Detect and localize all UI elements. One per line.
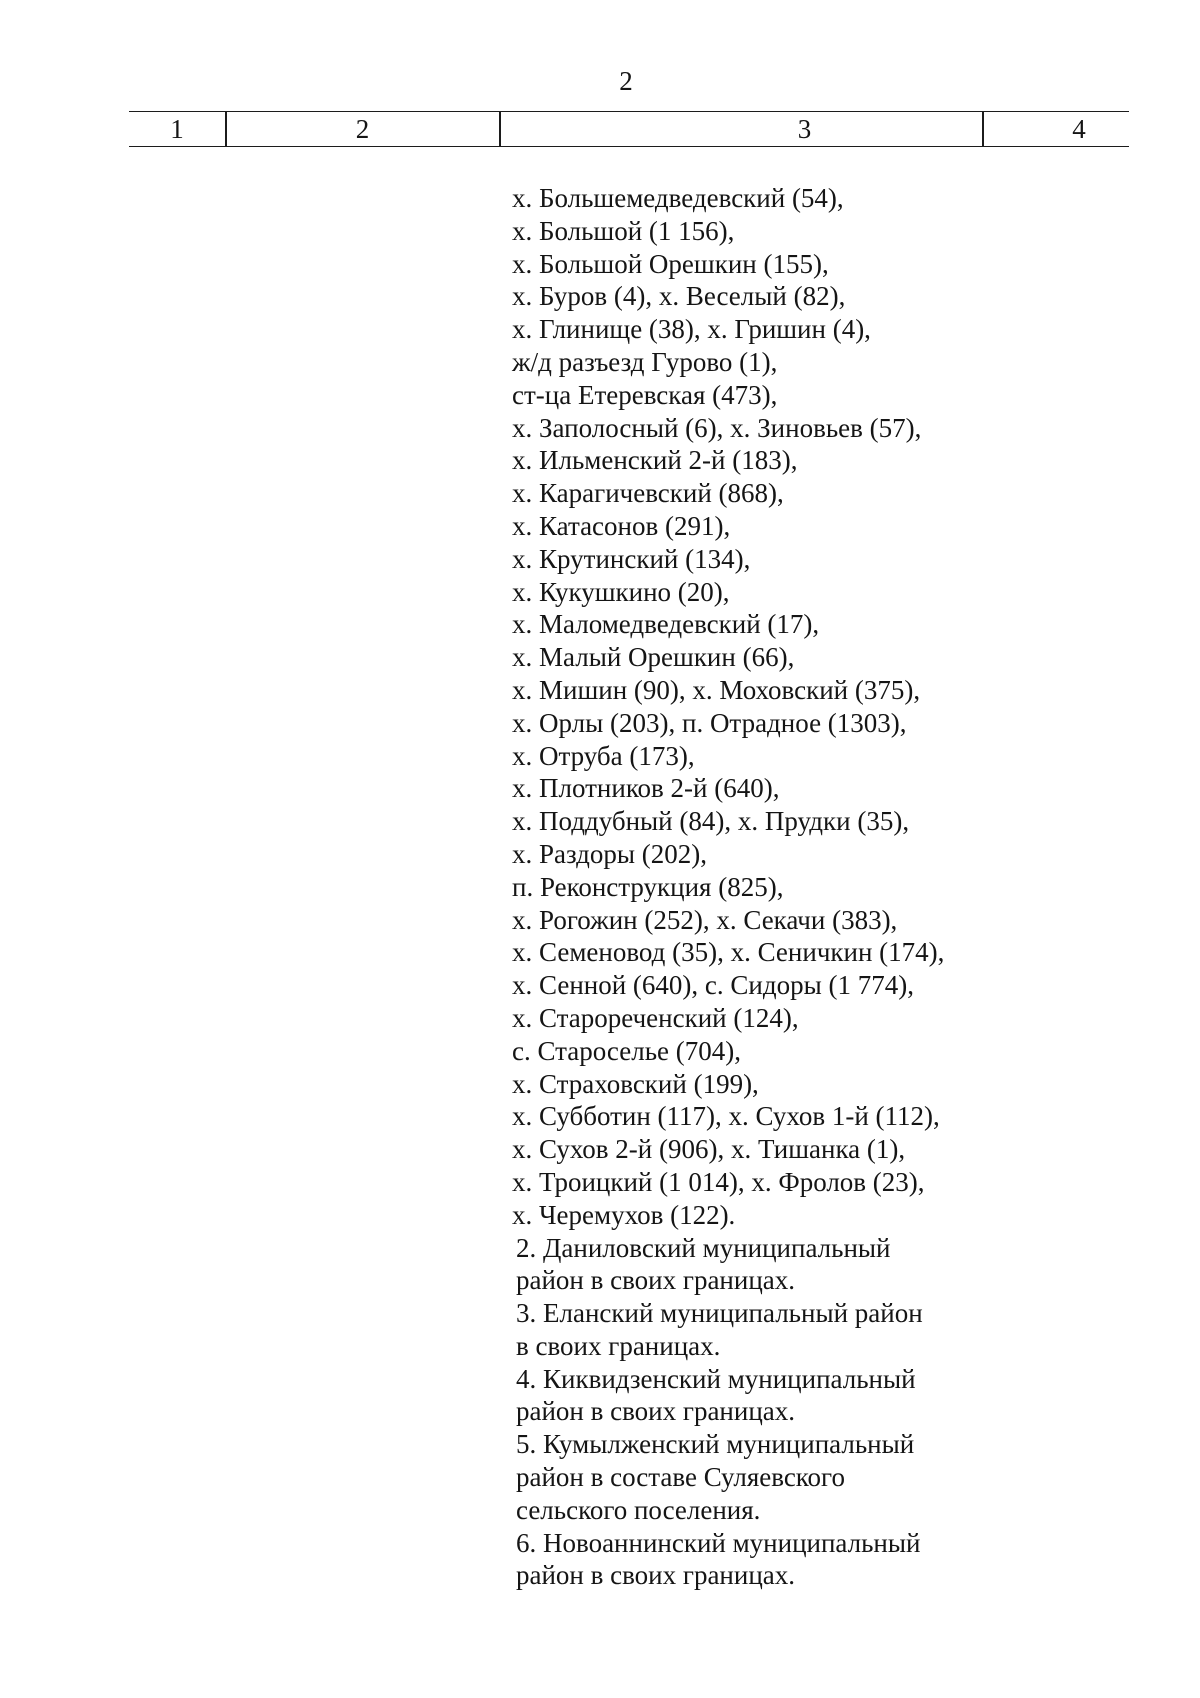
settlement-line: х. Троицкий (1 014), х. Фролов (23), (512, 1166, 925, 1197)
district-item-line: район в своих границах. (516, 1396, 796, 1427)
settlement-line: х. Кукушкино (20), (512, 576, 730, 607)
table-header-row (129, 111, 1129, 147)
settlement-line: х. Катасонов (291), (512, 510, 731, 541)
column-header-2: 2 (355, 114, 370, 144)
settlement-line: х. Большой Орешкин (155), (512, 248, 829, 279)
settlement-line: п. Реконструкция (825), (512, 871, 784, 902)
district-item-line: сельского поселения. (516, 1494, 761, 1525)
settlement-line: ст-ца Етеревская (473), (512, 379, 778, 410)
district-item-line: 2. Даниловский муниципальный (516, 1232, 891, 1263)
column-header-3: 3 (797, 114, 812, 144)
settlement-line: х. Большемедведевский (54), (512, 183, 844, 213)
settlement-line: х. Малый Орешкин (66), (512, 642, 795, 673)
settlement-line: х. Старореченский (124), (512, 1002, 799, 1033)
settlement-line: х. Субботин (117), х. Сухов 1-й (112), (512, 1101, 940, 1132)
column-3-content (512, 182, 1052, 1592)
column-header-1: 1 (170, 114, 184, 144)
district-item-line: район в своих границах. (516, 1265, 796, 1296)
district-item-line: 5. Кумылженский муниципальный (516, 1429, 915, 1460)
settlement-line: х. Большой (1 156), (512, 215, 735, 246)
district-item-line: 6. Новоаннинский муниципальный (516, 1527, 921, 1558)
settlement-line: х. Буров (4), х. Веселый (82), (512, 281, 846, 312)
settlement-line: х. Заполосный (6), х. Зиновьев (57), (512, 412, 922, 443)
column-divider (499, 111, 501, 147)
settlement-line: х. Плотников 2-й (640), (512, 773, 780, 804)
settlement-line: х. Раздоры (202), (512, 838, 708, 869)
settlement-line: х. Страховский (199), (512, 1068, 759, 1099)
settlement-line: х. Черемухов (122). (512, 1199, 736, 1230)
district-item-line: район в составе Суляевского (516, 1462, 845, 1493)
settlement-line: х. Крутинский (134), (512, 543, 751, 574)
district-item-line: район в своих границах. (516, 1560, 796, 1591)
settlement-line: х. Сухов 2-й (906), х. Тишанка (1), (512, 1134, 906, 1165)
settlement-line: х. Карагичевский (868), (512, 478, 784, 509)
settlement-line: х. Поддубный (84), х. Прудки (35), (512, 806, 910, 837)
settlement-line: х. Отруба (173), (512, 740, 695, 771)
settlement-line: х. Ильменский 2-й (183), (512, 445, 798, 476)
district-item-line: 3. Еланский муниципальный район (516, 1298, 923, 1329)
settlement-line: х. Рогожин (252), х. Секачи (383), (512, 904, 898, 935)
settlement-line: х. Маломедведевский (17), (512, 609, 820, 640)
column-header-4: 4 (1072, 114, 1086, 144)
page-number: 2 (619, 66, 633, 96)
settlement-line: ж/д разъезд Гурово (1), (512, 346, 778, 377)
settlement-line: х. Орлы (203), п. Отрадное (1303), (512, 707, 907, 738)
settlement-line: х. Семеновод (35), х. Сеничкин (174), (512, 937, 945, 968)
settlement-line: х. Сенной (640), с. Сидоры (1 774), (512, 970, 914, 1001)
column-divider (982, 111, 984, 147)
column-divider (225, 111, 227, 147)
settlement-line: х. Мишин (90), х. Моховский (375), (512, 674, 921, 705)
settlement-line: х. Глинище (38), х. Гришин (4), (512, 314, 871, 345)
settlement-line: с. Староселье (704), (512, 1035, 741, 1066)
district-item-line: в своих границах. (516, 1330, 721, 1361)
district-item-line: 4. Киквидзенский муниципальный (516, 1363, 916, 1394)
